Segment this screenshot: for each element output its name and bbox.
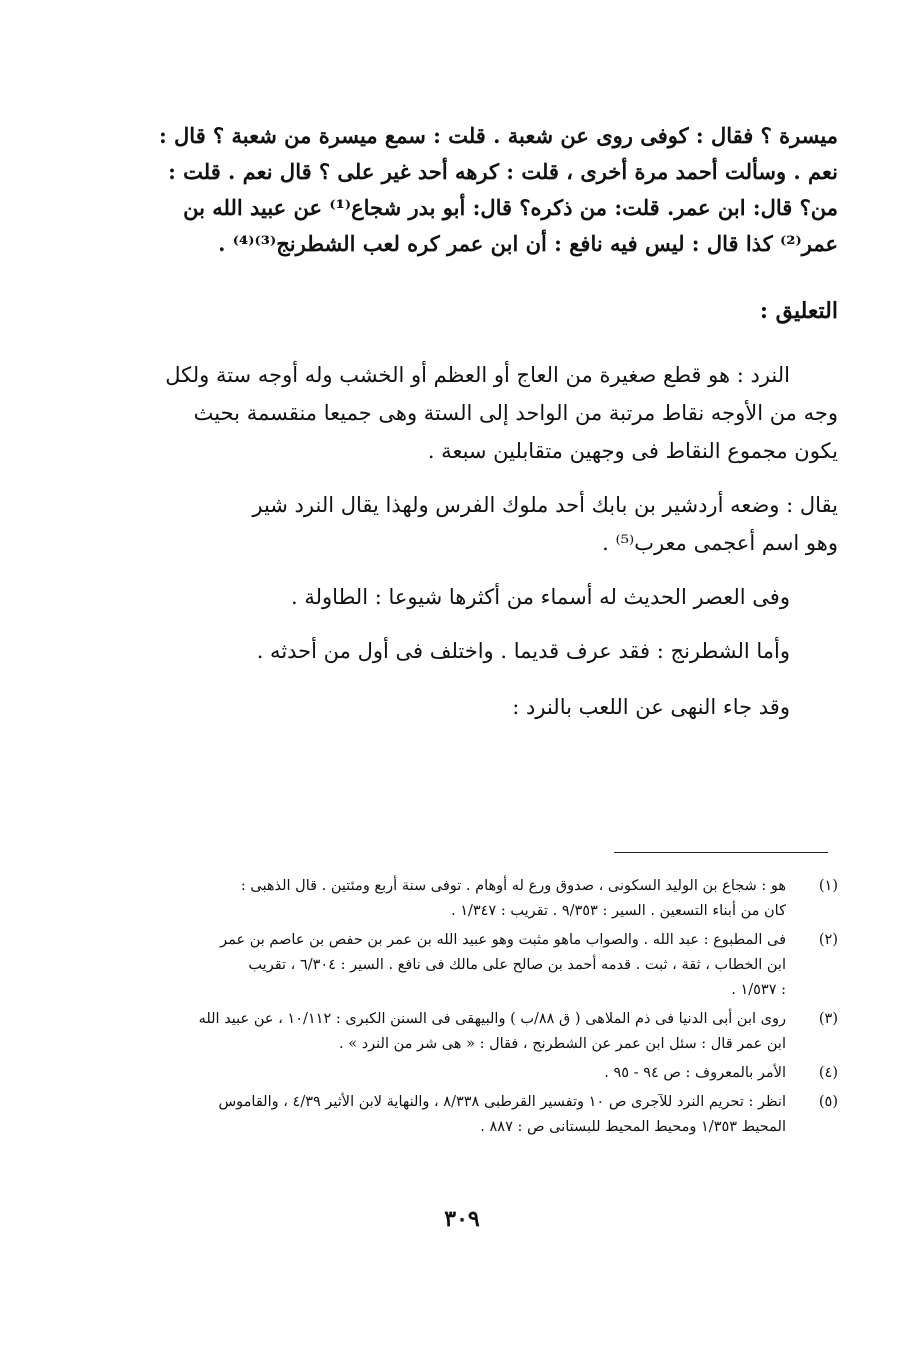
intro-line: نعم . وسألت أحمد مرة أخرى ، قلت : كرهه أحد غير على ؟ قال نعم . قلت : bbox=[168, 159, 838, 184]
footnote-2 bbox=[138, 928, 838, 1003]
intro-line: ميسرة ؟ فقال : كوفى روى عن شعبة . قلت : سمع ميسرة من شعبة ؟ قال : bbox=[158, 123, 838, 148]
footnote-line: ابن عمر قال : سئل ابن عمر عن الشطرنج ، فقال : « هى شر من النرد » . bbox=[339, 1036, 786, 1052]
paragraph-line: وجه من الأوجه نقاط مرتبة من الواحد إلى الستة وهى جميعا منقسمة بحيث bbox=[193, 401, 838, 425]
paragraph-nard-origin bbox=[138, 486, 838, 562]
paragraph-modern-name bbox=[138, 578, 838, 616]
footnote-line: : ١/٥٣٧ . bbox=[731, 982, 786, 998]
footnote-line: المحيط ١/٣٥٣ ومحيط المحيط للبستانى ص : ٨٨٧ . bbox=[480, 1119, 786, 1135]
paragraph-prohibition bbox=[138, 688, 838, 726]
paragraph-chess bbox=[138, 632, 838, 670]
section-heading: التعليق : bbox=[759, 298, 838, 324]
footnote-4 bbox=[138, 1061, 838, 1086]
footnote-line: كان من أبناء التسعين . السير : ٩/٣٥٣ . تقريب : ١/٣٤٧ . bbox=[450, 903, 786, 919]
footnote-number: (٥) bbox=[818, 1094, 838, 1110]
intro-line: من؟ قال: ابن عمر. قلت: من ذكره؟ قال: أبو بدر شجاع⁽¹⁾ عن عبيد الله بن bbox=[183, 195, 838, 220]
footnote-3 bbox=[138, 1007, 838, 1057]
footnote-line: ابن الخطاب ، ثقة ، ثبت . قدمه أحمد بن صالح على مالك فى نافع . السير : ٦/٣٠٤ ، تقريب bbox=[248, 957, 786, 973]
paragraph-line: النرد : هو قطع صغيرة من العاج أو العظم أو الخشب وله أوجه ستة ولكل bbox=[165, 363, 790, 387]
footnote-number: (٢) bbox=[818, 932, 838, 948]
paragraph-nard-definition bbox=[138, 356, 838, 470]
paragraph-line: وهو اسم أعجمى معرب⁽⁵⁾ . bbox=[602, 531, 838, 555]
intro-line: عمر⁽²⁾ كذا قال : ليس فيه نافع : أن ابن عمر كره لعب الشطرنج⁽³⁾⁽⁴⁾ . bbox=[218, 231, 838, 256]
page-number: ٣٠٩ bbox=[444, 1206, 480, 1232]
footnote-5 bbox=[138, 1090, 838, 1140]
footnote-number: (١) bbox=[818, 878, 838, 894]
paragraph-line: وأما الشطرنج : فقد عرف قديما . واختلف فى أول من أحدثه . bbox=[256, 639, 790, 663]
paragraph-line: يقال : وضعه أردشير بن بابك أحد ملوك الفرس ولهذا يقال النرد شير bbox=[252, 493, 838, 517]
paragraph-line: وقد جاء النهى عن اللعب بالنرد : bbox=[512, 695, 790, 719]
footnote-line: هو : شجاع بن الوليد السكونى ، صدوق ورع له أوهام . توفى سنة أربع ومئتين . قال الذهبى : bbox=[240, 878, 786, 894]
footnote-line: انظر : تحريم النرد للآجرى ص ١٠ وتفسير القرطبى ٨/٣٣٨ ، والنهاية لابن الأثير ٤/٣٩ ، والقاموس bbox=[218, 1094, 786, 1110]
footnote-line: روى ابن أبى الدنيا فى ذم الملاهى ( ق ٨٨/ب ) والبيهقى فى السنن الكبرى : ١٠/١١٢ ، عن عبيد الله bbox=[198, 1011, 786, 1027]
intro-paragraph bbox=[138, 118, 838, 262]
footnote-line: الأمر بالمعروف : ص ٩٤ - ٩٥ . bbox=[604, 1065, 786, 1081]
paragraph-line: يكون مجموع النقاط فى وجهين متقابلين سبعة . bbox=[427, 439, 838, 463]
footnotes bbox=[138, 874, 838, 1144]
paragraph-line: وفى العصر الحديث له أسماء من أكثرها شيوعا : الطاولة . bbox=[291, 585, 790, 609]
footnote-line: فى المطبوع : عبد الله . والصواب ماهو مثبت وهو عبيد الله بن عمر بن حفص بن عاصم بن عمر bbox=[220, 932, 786, 948]
footnote-number: (٣) bbox=[818, 1011, 838, 1027]
footnote-number: (٤) bbox=[818, 1065, 838, 1081]
footnote-1 bbox=[138, 874, 838, 924]
footnote-separator bbox=[614, 852, 828, 853]
